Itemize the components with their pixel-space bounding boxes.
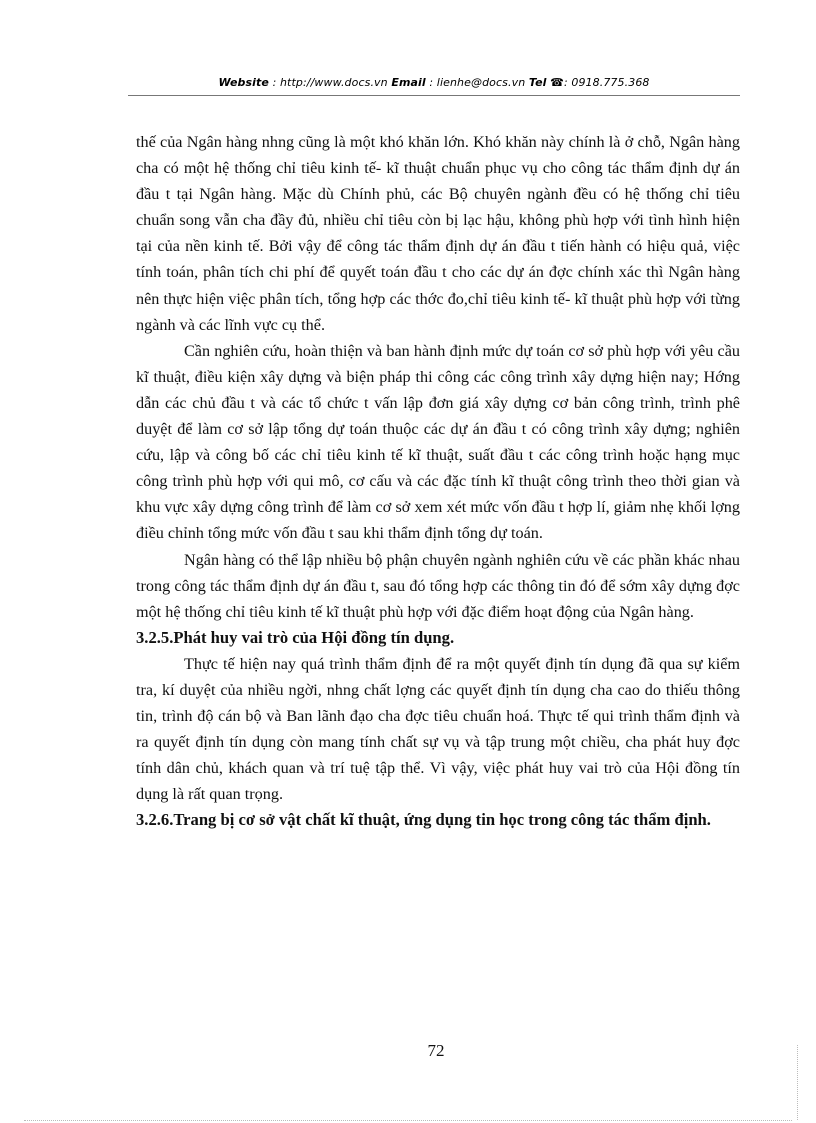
margin-guide bbox=[797, 1045, 798, 1120]
email-address: : lienhe@docs.vn bbox=[429, 76, 526, 89]
page-header bbox=[128, 76, 740, 89]
header-rule bbox=[128, 95, 740, 96]
phone-icon: ☎ bbox=[550, 76, 564, 89]
paragraph-continued: thế của Ngân hàng nhng cũng là một khó khăn lớn. Khó khăn này chính là ở chỗ, Ngân hàng cha có một hệ thống chỉ tiêu kinh tế- kĩ thuật chuẩn phục vụ cho công tác thẩm định dự án đầu t tại Ngân hàng. Mặc dù Chính phủ, các Bộ chuyên ngành đều có hệ thống chỉ tiêu chuẩn song vẫn cha đầy đủ, nhiều chỉ tiêu còn bị lạc hậu, không phù hợp với tình hình hiện tại của nền kinh tế. Bởi vậy để công tác thẩm định dự án đầu t tiến hành có hiệu quả, việc tính toán, phân tích chi phí để quyết toán đầu t cho các dự án đợc chính xác thì Ngân hàng nên thực hiện việc phân tích, tổng hợp các thớc đo,chỉ tiêu kinh tế- kĩ thuật phù hợp với từng ngành và các lĩnh vực cụ thể. bbox=[136, 133, 740, 334]
section-heading-326: 3.2.6.Trang bị cơ sở vật chất kĩ thuật, ứng dụng tin học trong công tác thẩm định. bbox=[136, 810, 711, 830]
paragraph-hoi-dong: Thực tế hiện nay quá trình thẩm định để ra một quyết định tín dụng đã qua sự kiểm tra, kí duyệt của nhiều ngời, nhng chất lợng các quyết định tín dụng cha cao do thiếu thông tin, trình độ cán bộ và Ban lãnh đạo cha đợc tiêu chuẩn hoá. Thực tế qui trình thẩm định và ra quyết định tín dụng còn mang tính chất sự vụ và tập trung một chiều, cha phát huy đợc tính dân chủ, khách quan và trí tuệ tập thể. Vì vậy, việc phát huy vai trò của Hội đồng tín dụng là rất quan trọng. bbox=[136, 654, 740, 804]
website-label: Website bbox=[218, 76, 269, 89]
tel-number: : 0918.775.368 bbox=[563, 76, 650, 89]
page-body bbox=[136, 129, 740, 834]
email-label: Email bbox=[391, 76, 426, 89]
footer-guide bbox=[24, 1120, 792, 1121]
paragraph-dinh-muc: Cần nghiên cứu, hoàn thiện và ban hành định mức dự toán cơ sở phù hợp với yêu cầu kĩ thuật, điều kiện xây dựng và biện pháp thi công các công trình xây dựng hiện nay; Hớng dẫn các chủ đầu t và các tổ chức t vấn lập đơn giá xây dựng cơ bản công trình, trình phê duyệt để làm cơ sở lập tổng dự toán thuộc các dự án đầu t có công trình xây dựng; nghiên cứu, lập và công bố các chỉ tiêu kinh tế kĩ thuật, suất đầu t các công trình hoặc hạng mục công trình phù hợp với qui mô, cơ cấu và các đặc tính kĩ thuật công trình theo thời gian và khu vực xây dựng công trình để làm cơ sở xem xét mức vốn đầu t hợp lí, giảm nhẹ khối lợng điều chỉnh tổng mức vốn đầu t sau khi thẩm định tổng dự toán. bbox=[136, 341, 740, 543]
paragraph-bo-phan: Ngân hàng có thể lập nhiều bộ phận chuyên ngành nghiên cứu về các phần khác nhau trong công tác thẩm định dự án đầu t, sau đó tổng hợp các thông tin đó để sớm xây dựng đợc một hệ thống chỉ tiêu kinh tế kĩ thuật phù hợp với đặc điểm hoạt động của Ngân hàng. bbox=[136, 550, 740, 621]
section-heading-325: 3.2.5.Phát huy vai trò của Hội đồng tín dụng. bbox=[136, 627, 455, 647]
page-number: 72 bbox=[427, 1041, 445, 1060]
website-url: : http://www.docs.vn bbox=[272, 76, 388, 89]
tel-label: Tel bbox=[528, 76, 547, 89]
